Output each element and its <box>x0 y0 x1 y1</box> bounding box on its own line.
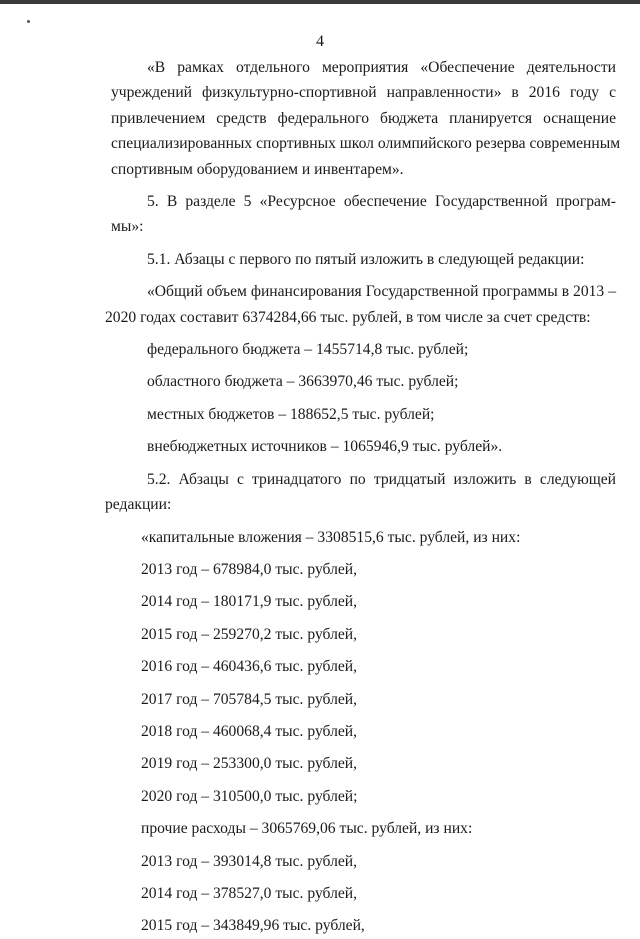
text-line: учреждений физкультурно-спортивной направленности» в 2016 году с <box>111 84 616 102</box>
year-amount-item <box>111 784 616 809</box>
text-line: «Общий объем финансирования Государственной программы в 2013 – <box>147 283 616 301</box>
text-line: 2015 год – 259270,2 тыс. рублей, <box>141 625 358 643</box>
text-line: областного бюджета – 3663970,46 тыс. рублей; <box>147 373 459 391</box>
year-amount-item <box>111 557 616 582</box>
text-line: спортивным оборудованием и инвентарем». <box>111 160 404 178</box>
page-number: 4 <box>316 33 324 50</box>
year-amount-item <box>111 849 616 874</box>
year-amount-item <box>111 622 616 647</box>
text-line: 2018 год – 460068,4 тыс. рублей, <box>141 722 358 740</box>
funding-regional <box>111 369 616 394</box>
text-line: 5.1. Абзацы с первого по пятый изложить в следующей редакции: <box>147 250 585 268</box>
paragraph-section-5 <box>111 189 616 240</box>
year-amount-item <box>111 751 616 776</box>
text-line: 2020 год – 310500,0 тыс. рублей; <box>141 787 358 805</box>
funding-local <box>111 402 616 427</box>
year-amount-item <box>111 589 616 614</box>
paragraph-5-1 <box>111 247 616 272</box>
text-line: специализированных спортивных школ олимпийского резерва современным <box>111 135 621 153</box>
year-amount-item <box>111 687 616 712</box>
funding-federal <box>111 337 616 362</box>
text-line: 5. В разделе 5 «Ресурсное обеспечение Государственной програм- <box>147 193 616 211</box>
text-line: «капитальные вложения – 3308515,6 тыс. рублей, из них: <box>141 528 521 546</box>
paragraph-sports-equipment <box>111 55 621 182</box>
paragraph-total-funding <box>105 279 616 330</box>
text-line: 2019 год – 253300,0 тыс. рублей, <box>141 755 358 773</box>
text-line: 2017 год – 705784,5 тыс. рублей, <box>141 690 358 708</box>
text-line: внебюджетных источников – 1065946,9 тыс. рублей». <box>147 438 503 456</box>
scan-top-border <box>0 0 640 4</box>
text-line: привлечением средств федерального бюджета планируется оснащение <box>111 109 616 127</box>
text-line: 2014 год – 378527,0 тыс. рублей, <box>141 884 358 902</box>
year-amount-item <box>111 913 616 938</box>
text-line: местных бюджетов – 188652,5 тыс. рублей; <box>147 405 435 423</box>
text-line: редакции: <box>105 496 172 514</box>
text-line: федерального бюджета – 1455714,8 тыс. рублей; <box>147 341 469 359</box>
scan-speck <box>27 20 30 23</box>
text-line: 2016 год – 460436,6 тыс. рублей, <box>141 658 358 676</box>
text-line: 2013 год – 393014,8 тыс. рублей, <box>141 852 358 870</box>
year-amount-item <box>111 654 616 679</box>
text-line: 2014 год – 180171,9 тыс. рублей, <box>141 593 358 611</box>
text-line: мы»: <box>111 218 144 236</box>
year-amount-item <box>111 881 616 906</box>
other-expenses-by-year <box>111 849 616 939</box>
text-line: 2015 год – 343849,96 тыс. рублей, <box>141 917 365 935</box>
year-amount-item <box>111 719 616 744</box>
capital-investments-by-year <box>111 557 616 809</box>
funding-extrabudgetary <box>111 434 616 459</box>
text-line: «В рамках отдельного мероприятия «Обеспечение деятельности <box>147 59 616 76</box>
text-line: прочие расходы – 3065769,06 тыс. рублей, из них: <box>141 820 473 838</box>
text-line: 2020 годах составит 6374284,66 тыс. рублей, в том числе за счет средств: <box>105 308 591 326</box>
other-expenses <box>111 816 616 841</box>
document-body <box>105 55 621 939</box>
text-line: 5.2. Абзацы с тринадцатого по тридцатый изложить в следующей <box>147 470 616 488</box>
paragraph-5-2 <box>105 467 616 518</box>
capital-investments <box>111 525 616 550</box>
text-line: 2013 год – 678984,0 тыс. рублей, <box>141 560 358 578</box>
